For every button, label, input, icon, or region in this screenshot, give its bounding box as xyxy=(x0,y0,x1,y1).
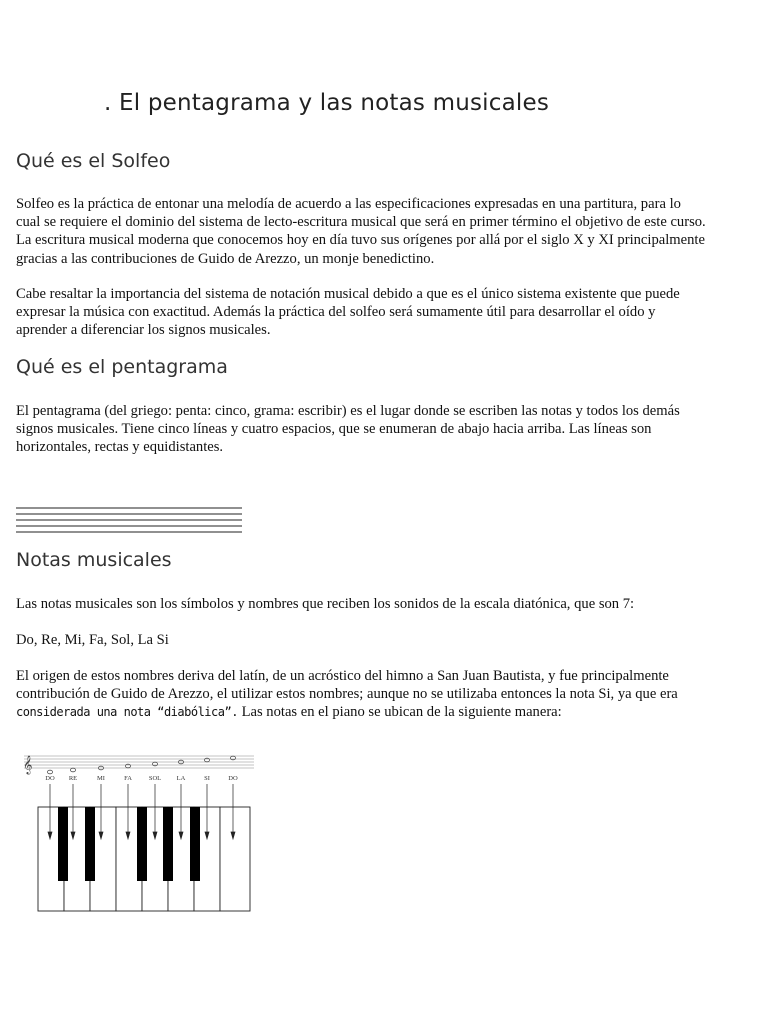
note-label-6: SI xyxy=(204,775,210,782)
heading-solfeo: Qué es el Solfeo xyxy=(16,150,171,172)
note-label-2: MI xyxy=(97,775,105,782)
staff-lines-illustration xyxy=(16,507,242,533)
paragraph-solfeo-2: Cabe resaltar la importancia del sistema de notación musical debido a que es el único sistema existente que puede expresar la música con exactitud. Además la práctica del solfeo será sumamente útil para desarrollar el oído y aprender a diferenciar los signos musicales. xyxy=(16,286,680,339)
paragraph-notas-1: Las notas musicales son los símbolos y nombres que reciben los sonidos de la escala diatónica, que son 7: xyxy=(16,596,635,612)
paragraph-notas-3-mono: considerada una nota “diabólica”. xyxy=(16,705,238,720)
piano-keyboard-figure xyxy=(20,750,260,915)
figure-staff xyxy=(24,756,254,768)
note-labels xyxy=(45,775,238,782)
paragraph-notas-3-text: El origen de estos nombres deriva del latín, de un acróstico del himno a San Juan Bautista, y fue principalmente contribución de Guido de Arezzo, el utilizar estos nombres; aunque no se utilizaba entonces la nota Si, ya que era xyxy=(16,668,678,703)
paragraph-notas-3 xyxy=(16,667,706,722)
heading-pentagrama: Qué es el pentagrama xyxy=(16,356,228,378)
note-label-4: SOL xyxy=(148,775,162,782)
note-label-5: LA xyxy=(176,775,186,782)
heading-notas: Notas musicales xyxy=(16,549,172,571)
paragraph-notas-3-end: Las notas en el piano se ubican de la siguiente manera: xyxy=(241,704,562,721)
note-label-1: RE xyxy=(68,775,78,782)
paragraph-solfeo-1: Solfeo es la práctica de entonar una melodía de acuerdo a las especificaciones expresadas en una partitura, para lo cual se requiere el dominio del sistema de lecto-escritura musical que será en primer término el objetivo de este curso. La escritura musical moderna que conocemos hoy en día tuvo sus orígenes por allá por el siglo X y XI principalmente gracias a las contribuciones de Guido de Arezzo, un monje benedictino. xyxy=(16,196,706,267)
paragraph-pentagrama: El pentagrama (del griego: penta: cinco, grama: escribir) es el lugar donde se escriben las notas y todos los demás signos musicales. Tiene cinco líneas y cuatro espacios, que se enumeran de abajo hacia arriba. Las líneas son horizontales, rectas y equidistantes. xyxy=(16,403,680,456)
treble-clef-icon: 𝄞 xyxy=(23,755,33,774)
note-label-0: DO xyxy=(45,775,55,782)
note-label-3: FA xyxy=(124,775,132,782)
page-title: . El pentagrama y las notas musicales xyxy=(104,90,550,116)
paragraph-notas-2: Do, Re, Mi, Fa, Sol, La Si xyxy=(16,632,169,648)
note-label-7: DO xyxy=(228,775,238,782)
